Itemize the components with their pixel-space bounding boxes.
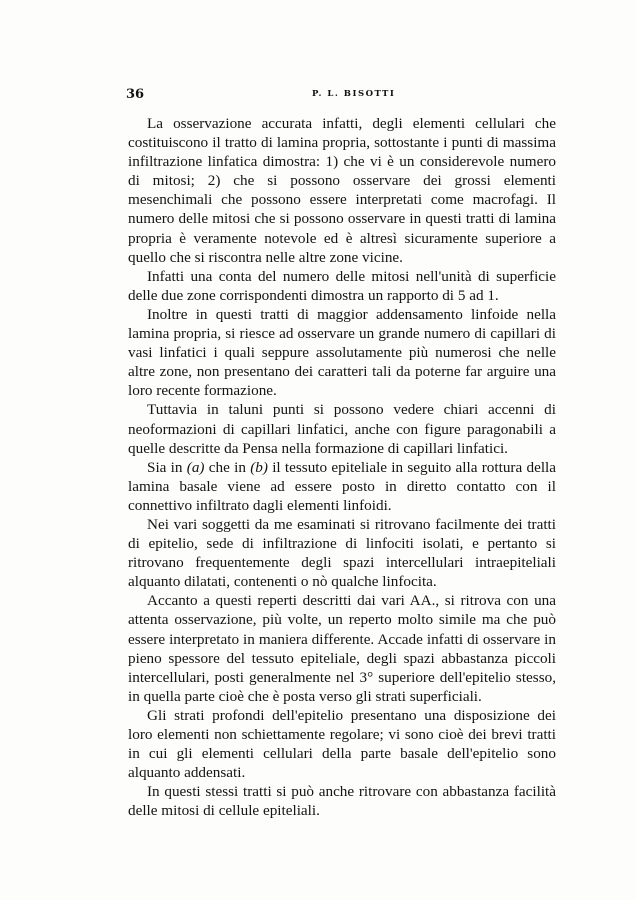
- paragraph-2: Infatti una conta del numero delle mitosi nell'unità di superficie delle due zone corrispondenti dimostra un rapporto di 5 ad 1.: [128, 267, 556, 304]
- paragraph-5: [128, 458, 556, 515]
- paragraph-5-part-1: Sia in: [147, 458, 187, 476]
- paragraph-8: Gli strati profondi dell'epitelio presentano una disposizione dei loro elementi non schiettamente regolare; vi sono cioè dei brevi tratti in cui gli elementi cellulari della parte basale dell'epitelio sono alquanto addensati.: [128, 706, 556, 782]
- paragraph-5-italic-b: (b): [250, 458, 268, 476]
- body-text: [128, 114, 556, 820]
- paragraph-7: Accanto a questi reperti descritti dai vari AA., si ritrova con una attenta osservazione, più volte, un reperto molto simile ma che può essere interpretato in maniera differente. Accade infatti di osservare in pieno spessore del tessuto epiteliale, degli spazi abbastanza piccoli intercellulari, posti generalmente nel 3° superiore dell'epitelio stesso, in quella parte cioè che è posta verso gli strati superficiali.: [128, 592, 556, 705]
- paragraph-5-italic-a: (a): [186, 458, 205, 476]
- paragraph-6: Nei vari soggetti da me esaminati si ritrovano facilmente dei tratti di epitelio, sede di infiltrazione di linfociti isolati, e pertanto si ritrovano frequentemente degli spazi intercellulari intraepiteliali alquanto dilatati, contenenti o nò qualche linfocita.: [128, 515, 556, 591]
- paragraph-5-part-3: il tessuto epiteliale in seguito alla rottura della lamina basale viene ad essere posto in diretto contatto con il connettivo infiltrato dagli elementi linfoidi.: [128, 458, 557, 514]
- page-number: 36: [126, 87, 145, 102]
- paragraph-1: La osservazione accurata infatti, degli elementi cellulari che costituiscono il tratto di lamina propria, sottostante i punti di massima infiltrazione linfatica dimostra: 1) che vi è un considerevole numero di mitosi; 2) che si possono osservare dei grossi elementi mesenchimali che possono essere interpretati come macrofagi. Il numero delle mitosi che si possono osservare in questi tratti di lamina propria è veramente notevole ed è altresì sicuramente superiore a quello che si riscontra nelle altre zone vicine.: [128, 115, 556, 266]
- paragraph-5-part-2: che in: [204, 458, 251, 476]
- paragraph-9: In questi stessi tratti si può anche ritrovare con abbastanza facilità delle mitosi di cellule epiteliali.: [128, 783, 556, 820]
- paragraph-4: Tuttavia in taluni punti si possono vedere chiari accenni di neoformazioni di capillari linfatici, anche con figure paragonabili a quelle descritte da Pensa nella formazione di capillari linfatici.: [128, 401, 556, 457]
- paragraph-3: Inoltre in questi tratti di maggior addensamento linfoide nella lamina propria, si riesce ad osservare un grande numero di capillari di vasi linfatici i quali seppure assolutamente più numerosi che nelle altre zone, non presentano dei caratteri tali da poterne far arguire una loro recente formazione.: [128, 305, 556, 400]
- running-head: P. L. BISOTTI: [312, 89, 396, 99]
- page-header: [126, 87, 556, 105]
